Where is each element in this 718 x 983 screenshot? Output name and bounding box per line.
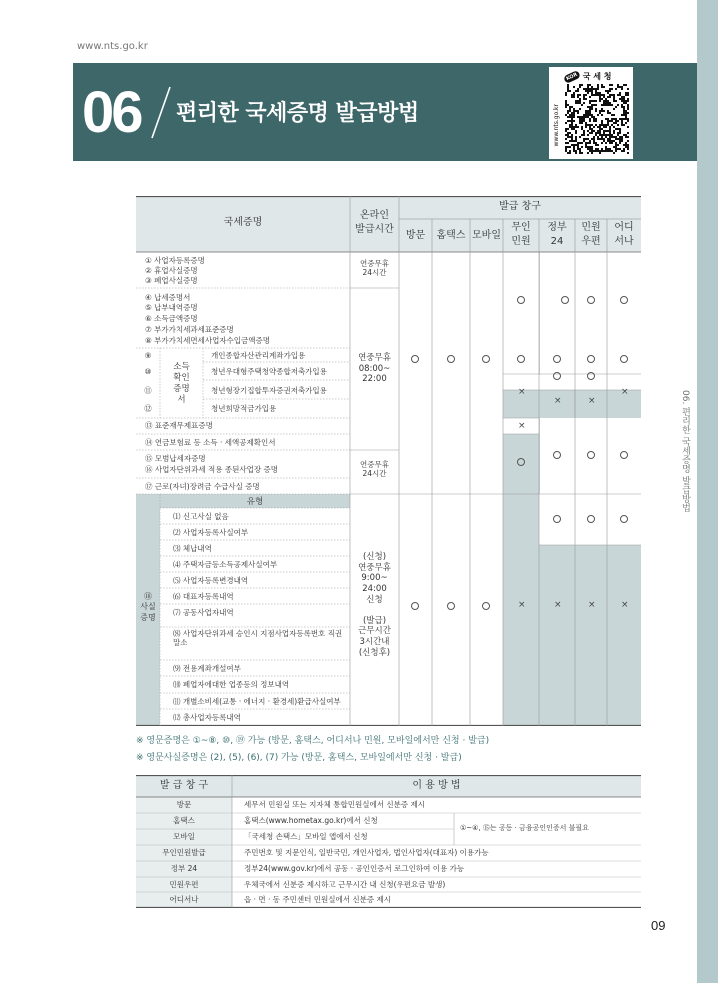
col-header-mobile: 모바일: [472, 230, 501, 241]
section-number: 06: [82, 80, 141, 145]
qr-title: 국 세 청: [582, 72, 612, 81]
usage-window-anywhere: 어디서나: [169, 895, 199, 904]
fact-certificate-label: ⑱ 사실 증명: [140, 592, 156, 622]
available-mark: [587, 296, 595, 304]
available-mark: [553, 451, 561, 459]
cert-item: ② 휴업사실증명: [145, 266, 198, 275]
available-mark: [447, 602, 455, 610]
col-header-gov24: 정부 24: [547, 222, 567, 247]
income-item: 청년희망적금가입용: [211, 404, 277, 413]
unavailable-mark: ×: [621, 387, 629, 397]
unavailable-mark: ×: [588, 396, 596, 406]
available-mark: [620, 515, 628, 523]
fact-type-header: 유형: [246, 497, 264, 507]
income-item: 청년우대형주택청약종합저축가입용: [211, 367, 327, 376]
cert-item: ③ 폐업사실증명: [145, 276, 198, 285]
usage-table: [136, 775, 641, 908]
usage-method-anywhere: 읍 · 면 · 동 주민센터 민원실에서 신분증 제시: [244, 895, 392, 904]
unavailable-mark: ×: [554, 396, 562, 406]
available-mark: [587, 451, 595, 459]
certificate-table: [136, 196, 641, 726]
available-mark: [587, 355, 595, 363]
cert-item: ⑤ 납부내역증명: [145, 303, 198, 312]
qr-code-image: [565, 84, 629, 154]
banner-slash: [149, 85, 173, 140]
usage-method-hometax: 홈택스(www.hometax.go.kr)에서 신청: [244, 816, 378, 825]
kor-badge: KOR: [563, 70, 581, 84]
fact-item: ⑻ 사업자단위과세 승인시 지점사업자등록번호 직권말소: [173, 629, 343, 648]
available-mark: [482, 602, 490, 610]
right-edge-strip: [697, 0, 718, 983]
available-mark: [411, 602, 419, 610]
cert-number: ⑫: [144, 404, 152, 413]
notes: [136, 733, 489, 767]
available-mark: [447, 355, 455, 363]
fact-item: ⑽ 폐업자에대한 업종등의 정보내역: [173, 680, 290, 689]
col-header-online-hours: 온라인 발급시간: [355, 210, 394, 235]
online-hours-group2: 연중무휴 08:00~ 22:00: [358, 353, 391, 385]
unavailable-mark: ×: [518, 421, 526, 431]
fact-item: ⑺ 공동사업자내역: [173, 608, 234, 617]
available-mark: [587, 515, 595, 523]
unavailable-mark: ×: [621, 600, 629, 610]
cert-number: ⑪: [144, 386, 152, 395]
col-header-anywhere: 어디 서나: [614, 222, 634, 247]
fact-item: ⑿ 총사업자등록내역: [173, 713, 241, 722]
unavailable-mark: ×: [554, 600, 562, 610]
col-header-visit: 방문: [405, 230, 426, 241]
usage-method-gov24: 정부24(www.gov.kr)에서 공동 · 공인인증서 로그인하여 이용 가능: [244, 864, 465, 873]
cert-item: ⑰ 근로(자녀)장려금 수급사실 증명: [145, 482, 260, 491]
cert-item: ⑦ 부가가치세과세표준증명: [145, 325, 234, 334]
available-mark: [620, 355, 628, 363]
usage-method-mail: 우체국에서 신분증 제시하고 근무시간 내 신청(우편요금 발생): [244, 880, 446, 889]
page-number: 09: [651, 918, 666, 933]
usage-header-window: 발 급 창 구: [159, 780, 209, 791]
col-header-mail: 민원 우편: [581, 222, 601, 247]
available-mark: [517, 355, 525, 363]
available-mark: [553, 372, 561, 380]
fact-item: ⑼ 전용계좌개설여부: [173, 664, 241, 673]
income-confirmation-label: 소득 확인 증명 서: [173, 362, 190, 406]
cert-number: ⑨: [144, 351, 152, 360]
qr-side-text: www.nts.go.kr: [553, 104, 560, 147]
cert-item: ⑥ 소득금액증명: [145, 314, 198, 323]
qr-header: [564, 71, 612, 82]
note-english-fact-certificate: ※ 영문사실증명은 (2), (5), (6), (7) 가능 (방문, 홈택스, 모바일에서만 신청 · 발급): [136, 753, 462, 763]
col-header-issue-window: 발급 창구: [499, 201, 541, 212]
usage-window-hometax: 홈택스: [173, 816, 195, 825]
available-mark: [553, 355, 561, 363]
fact-item: ⑵ 사업자등록사실여부: [173, 528, 249, 537]
cert-item: ⑧ 부가가치세면세사업자수입금액증명: [145, 336, 271, 345]
usage-method-mobile: 「국세청 손택스」모바일 앱에서 신청: [244, 832, 368, 841]
available-mark: [517, 296, 525, 304]
available-mark: [561, 296, 569, 304]
usage-method-visit: 세무서 민원실 또는 지자체 통합민원실에서 신분증 제시: [244, 800, 425, 809]
cert-item: ① 사업자등록증명: [145, 256, 205, 265]
available-mark: [587, 372, 595, 380]
usage-header-method: 이 용 방 법: [412, 780, 461, 791]
cert-item: ⑭ 연금보험료 등 소득 · 세액공제확인서: [145, 438, 276, 447]
fact-item: ⑾ 개별소비세(교통 · 에너지 · 환경세)환급사실여부: [173, 697, 341, 706]
usage-window-mail: 민원우편: [169, 880, 199, 889]
fact-item: ⑶ 체납내역: [173, 544, 212, 553]
available-mark: [620, 451, 628, 459]
site-url: www.nts.go.kr: [77, 41, 148, 52]
available-mark: [517, 458, 525, 466]
income-item: 개인종합자산관리계좌가입용: [211, 351, 306, 360]
cert-item: ④ 납세증명서: [145, 293, 191, 302]
section-title: 편리한 국세증명 발급방법: [176, 101, 419, 126]
fact-item: ⑴ 신고사실 없음: [173, 512, 229, 521]
usage-cert-note: ①~④, ⑮는 공동 · 금융공인인증서 불필요: [460, 824, 589, 832]
col-header-certificate: 국세증명: [223, 217, 263, 228]
col-header-kiosk: 무인 민원: [511, 222, 531, 247]
available-mark: [411, 355, 419, 363]
usage-window-kiosk: 무인민원발급: [162, 848, 206, 857]
unavailable-mark: ×: [518, 600, 526, 610]
cert-item: ⑮ 모범납세자증명: [145, 454, 206, 463]
usage-method-kiosk: 주민번호 및 지문인식, 일반국민, 개인사업자, 법인사업자(대표자) 이용가능: [244, 848, 489, 857]
note-english-certificate: ※ 영문증명은 ①~⑧, ⑩, ⑲ 가능 (방문, 홈택스, 어디서나 민원, 모바일에서만 신청 · 발급): [136, 736, 490, 746]
unavailable-mark: ×: [518, 387, 526, 397]
available-mark: [553, 515, 561, 523]
unavailable-mark: ×: [588, 600, 596, 610]
available-mark: [620, 296, 628, 304]
usage-window-visit: 방문: [176, 800, 192, 809]
cert-item: ⑬ 표준재무제표증명: [145, 421, 213, 430]
fact-item: ⑷ 주택자금등소득공제사실여부: [173, 560, 278, 569]
income-item: 청년형장기집합투자증권저축가입용: [211, 386, 327, 395]
online-hours-group1: 연중무휴 24시간: [360, 259, 389, 278]
col-header-hometax: 홈택스: [436, 230, 466, 241]
side-section-label: 06. 편리한 국세증명 발급방법: [680, 390, 690, 512]
cert-item: ⑯ 사업자단위과세 적용 종된사업장 증명: [145, 465, 278, 474]
cert-number: ⑩: [144, 367, 152, 376]
fact-item: ⑹ 대표자등록내역: [173, 592, 234, 601]
usage-window-gov24: 정부 24: [170, 864, 198, 873]
usage-window-mobile: 모바일: [173, 832, 195, 841]
online-hours-fact: (신청) 연중무휴 9:00~ 24:00 신청 (발급) 근무시간 3시간내 (신청후): [358, 552, 391, 658]
available-mark: [482, 355, 490, 363]
fact-item: ⑸ 사업자등록변경내역: [173, 576, 249, 585]
online-hours-group3: 연중무휴 24시간: [360, 460, 389, 479]
